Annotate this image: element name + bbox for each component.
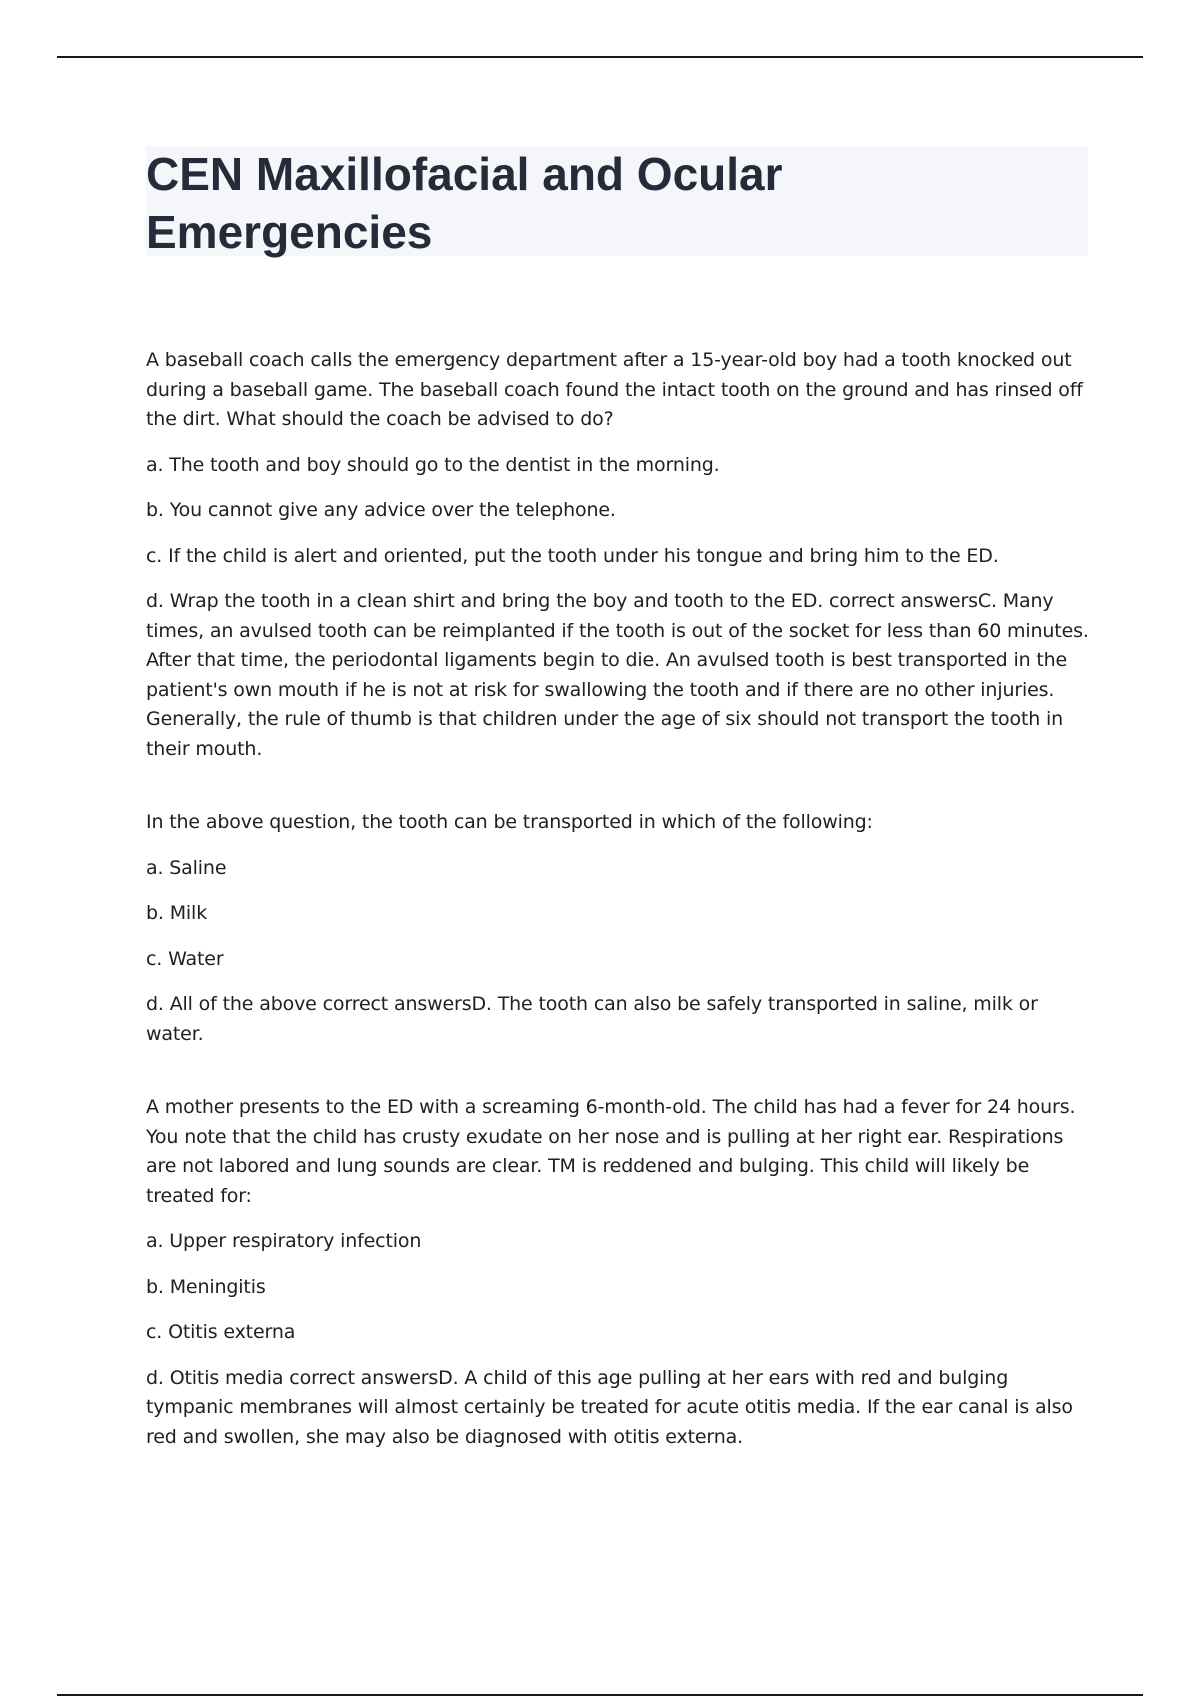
footer-rule	[57, 1694, 1143, 1696]
answer-option: c. Water	[146, 947, 224, 970]
answer-option: d. Wrap the tooth in a clean shirt and bring the boy and tooth to the ED. correct answersC. Many times, an avulsed tooth can be reimplanted if the tooth is out of the socket for less than 60 minutes. After that time, the periodontal ligaments begin to die. An avulsed tooth is best transported in the patient's own mouth if he is not at risk for swallowing the tooth and if there are no other injuries. Generally, the rule of thumb is that children under the age of six should not transport the tooth in their mouth.	[146, 590, 1089, 760]
answer-option: d. Otitis media correct answersD. A child of this age pulling at her ears with red and bulging tympanic membranes will almost certainly be treated for acute otitis media. If the ear canal is also red and swollen, she may also be diagnosed with otitis externa.	[146, 1366, 1073, 1448]
answer-option: d. All of the above correct answersD. The tooth can also be safely transported in saline, milk or water.	[146, 993, 1038, 1045]
answer-option: c. Otitis externa	[146, 1321, 296, 1343]
document-body	[146, 346, 1092, 1496]
answer-option: a. Saline	[146, 856, 227, 879]
document-title: CEN Maxillofacial and Ocular Emergencies	[146, 148, 783, 258]
answer-option: a. Upper respiratory infection	[146, 1230, 422, 1252]
question-block-3	[146, 1093, 1092, 1452]
question-block-2	[146, 808, 1092, 1049]
answer-option: b. Milk	[146, 902, 208, 924]
question-text: A baseball coach calls the emergency department after a 15-year-old boy had a tooth knocked out during a baseball game. The baseball coach found the intact tooth on the ground and has rinsed off the dirt. What should the coach be advised to do?	[146, 349, 1083, 430]
question-block-1	[146, 346, 1092, 764]
answer-option: a. The tooth and boy should go to the dentist in the morning.	[146, 453, 720, 476]
answer-option: c. If the child is alert and oriented, put the tooth under his tongue and bring him to the ED.	[146, 544, 999, 567]
answer-option: b. Meningitis	[146, 1275, 266, 1298]
question-text: A mother presents to the ED with a screaming 6-month-old. The child has had a fever for 24 hours. You note that the child has crusty exudate on her nose and is pulling at her right ear. Respirations are not labored and lung sounds are clear. TM is reddened and bulging. This child will likely be treated for:	[146, 1096, 1076, 1207]
answer-option: b. You cannot give any advice over the telephone.	[146, 499, 616, 521]
header-rule	[57, 56, 1143, 58]
question-text: In the above question, the tooth can be transported in which of the following:	[146, 811, 873, 833]
